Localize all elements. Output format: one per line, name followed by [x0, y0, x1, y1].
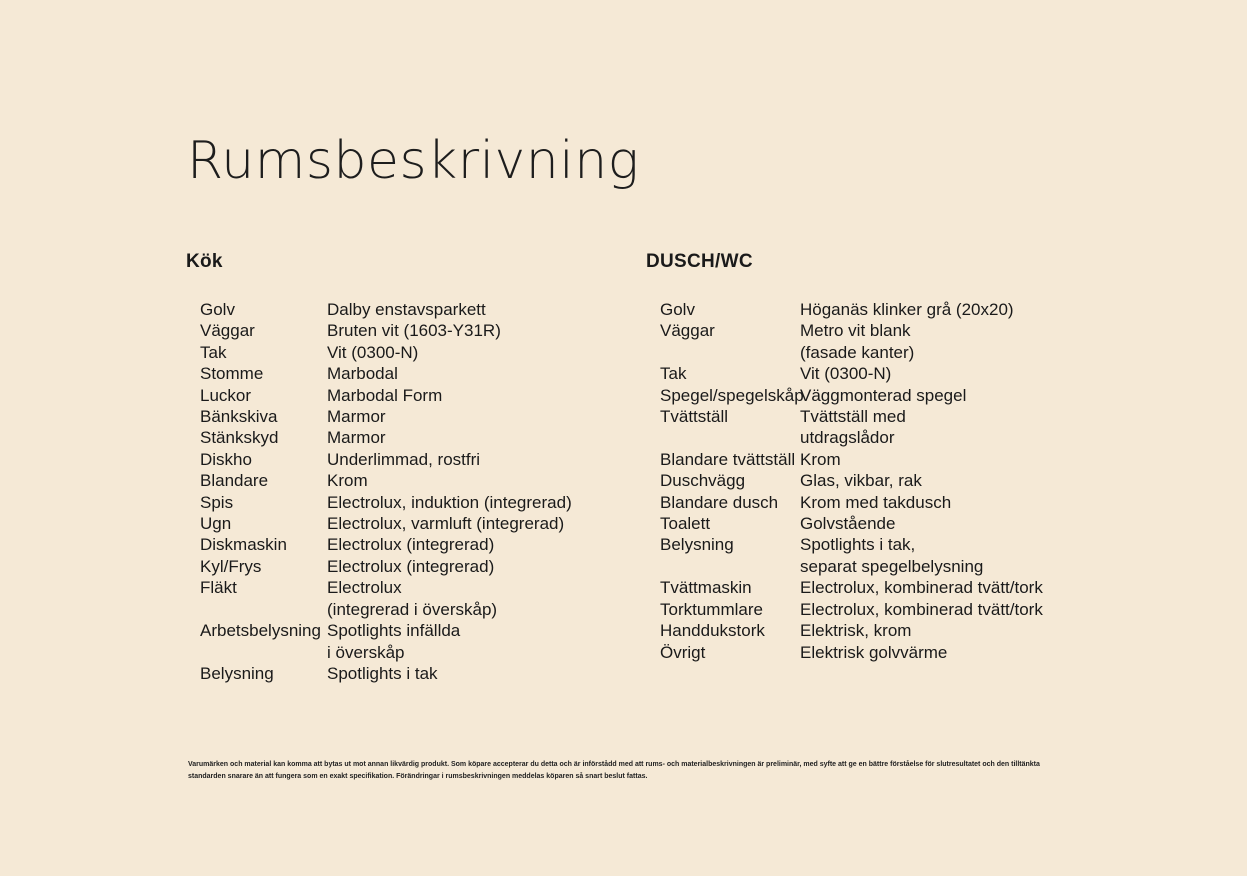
spec-value: Spotlights i tak	[327, 663, 438, 683]
spec-value: Vit (0300-N)	[327, 342, 419, 362]
page-title	[187, 128, 639, 191]
spec-value: Väggmonterad spegel	[800, 385, 967, 405]
spec-label: Blandare	[200, 471, 269, 491]
spec-label: Belysning	[660, 535, 734, 555]
section-heading-dusch-wc: DUSCH/WC	[646, 251, 753, 272]
spec-label: Golv	[660, 300, 695, 319]
spec-label: Golv	[200, 300, 235, 319]
spec-label: Kyl/Frys	[200, 556, 262, 576]
spec-label: Övrigt	[660, 642, 706, 662]
spec-value: Höganäs klinker grå (20x20)	[800, 300, 1014, 319]
spec-label: Bänkskiva	[200, 407, 278, 427]
spec-value: Electrolux (integrerad)	[327, 535, 495, 555]
spec-value: Krom med takdusch	[800, 492, 952, 512]
spec-value: Marmor	[327, 407, 386, 427]
spec-label: Arbetsbelysning	[200, 621, 321, 641]
spec-value: Golvstående	[800, 514, 896, 534]
spec-value: Underlimmad, rostfri	[327, 449, 481, 469]
spec-label: Tak	[200, 342, 227, 362]
spec-label: Diskho	[200, 449, 252, 469]
spec-label: Blandare dusch	[660, 492, 779, 512]
spec-label: Diskmaskin	[200, 535, 287, 555]
spec-label: Blandare tvättställ	[660, 449, 796, 469]
spec-value: Tvättställ med utdragslådor	[800, 407, 906, 448]
spec-value: Electrolux, induktion (integrerad)	[327, 492, 572, 512]
spec-label: Torktummlare	[660, 599, 763, 619]
spec-value: Metro vit blank (fasade kanter)	[800, 321, 915, 362]
spec-label: Tvättmaskin	[660, 578, 752, 598]
spec-label: Stänkskyd	[200, 428, 279, 448]
spec-label: Spegel/spegelskåp	[660, 385, 804, 405]
spec-value: Spotlights infällda i överskåp	[327, 621, 461, 662]
section-dusch-wc	[646, 251, 1096, 663]
section-kok	[186, 251, 606, 684]
spec-value: Marbodal	[327, 364, 398, 384]
spec-label: Spis	[200, 492, 234, 512]
spec-label: Ugn	[200, 514, 232, 534]
page-title-text: Rumsbeskrivning	[187, 131, 640, 191]
spec-value: Bruten vit (1603-Y31R)	[327, 321, 501, 341]
spec-label: Toalett	[660, 514, 711, 534]
spec-value: Electrolux, varmluft (integrerad)	[327, 514, 565, 534]
spec-label: Fläkt	[200, 578, 237, 598]
spec-value: Electrolux (integrerad i överskåp)	[327, 578, 498, 619]
spec-value: Marbodal Form	[327, 385, 443, 405]
spec-value: Dalby enstavsparkett	[327, 300, 486, 319]
kok-spec-list	[186, 299, 606, 684]
spec-label: Belysning	[200, 663, 274, 683]
spec-value: Spotlights i tak, separat spegelbelysning	[800, 535, 984, 576]
spec-value: Electrolux, kombinerad tvätt/tork	[800, 599, 1043, 619]
disclaimer-footnote: Varumärken och material kan komma att bytas ut mot annan likvärdig produkt. Som köpare accepterar du detta och är införstådd med att rums- och materialbeskrivningen är preliminär, med syfte att ge en bättre förståelse för slutresultatet och den tilltänkta standarden snarare än att fungera som en exakt specifikation. Förändringar i rumsbeskrivningen meddelas köparen så snart beslut fattas.	[188, 761, 1040, 780]
spec-value: Elektrisk, krom	[800, 621, 912, 641]
spec-label: Handdukstork	[660, 621, 765, 641]
spec-value: Elektrisk golvvärme	[800, 642, 948, 662]
spec-value: Glas, vikbar, rak	[800, 471, 922, 491]
spec-label: Väggar	[660, 321, 715, 341]
spec-value: Vit (0300-N)	[800, 364, 892, 384]
spec-value: Electrolux, kombinerad tvätt/tork	[800, 578, 1043, 598]
spec-value: Krom	[800, 449, 841, 469]
spec-value: Marmor	[327, 428, 386, 448]
spec-label: Väggar	[200, 321, 255, 341]
spec-label: Tak	[660, 364, 687, 384]
spec-label: Luckor	[200, 385, 252, 405]
spec-label: Tvättställ	[660, 407, 729, 427]
spec-value: Krom	[327, 471, 368, 491]
spec-label: Stomme	[200, 364, 264, 384]
spec-label: Duschvägg	[660, 471, 746, 491]
section-heading-kok: Kök	[186, 251, 223, 272]
wc-spec-list	[646, 299, 1096, 663]
spec-value: Electrolux (integrerad)	[327, 556, 495, 576]
